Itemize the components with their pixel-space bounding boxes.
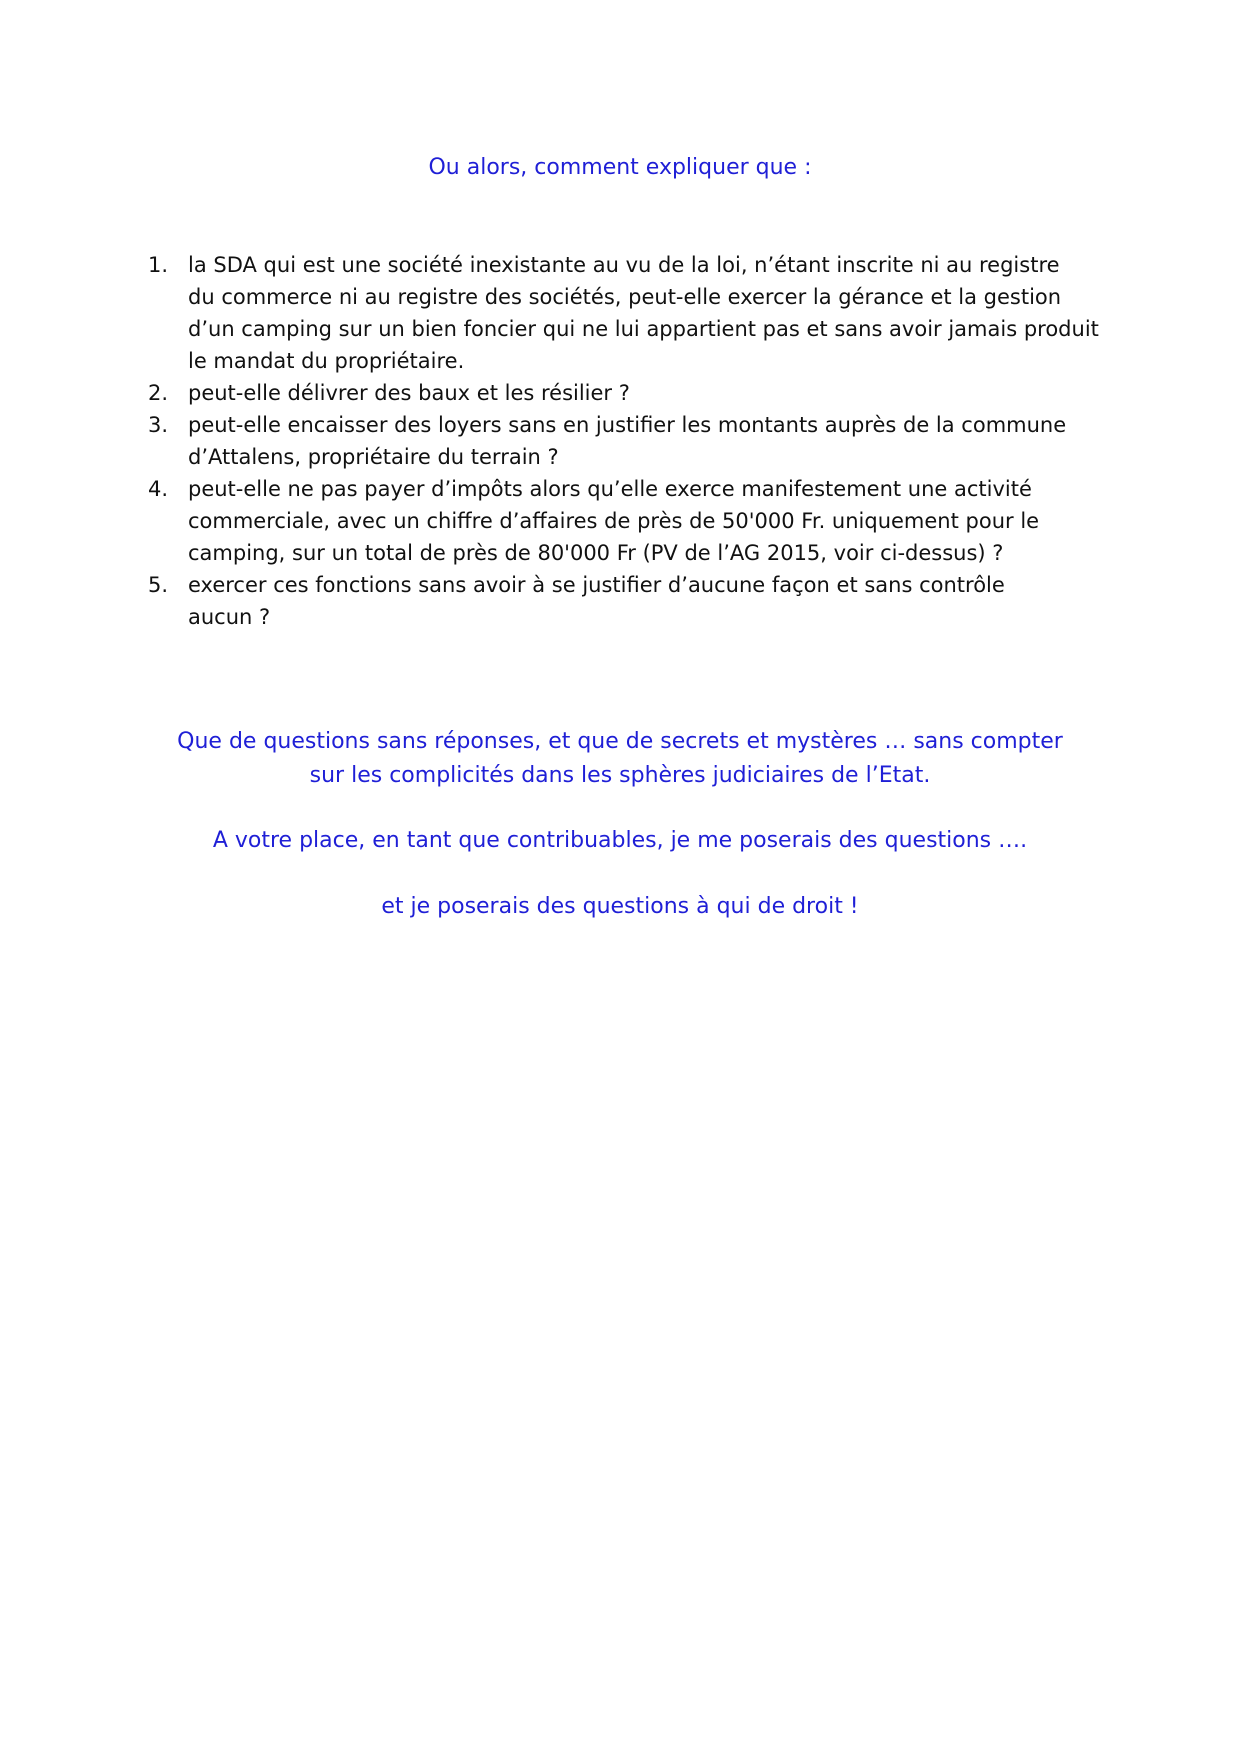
- closing-line: Que de questions sans réponses, et que de secrets et mystères … sans compter: [177, 729, 1063, 754]
- closing-paragraph-2: A votre place, en tant que contribuables, je me poserais des questions ….: [212, 828, 1028, 853]
- list-number: 4.: [148, 477, 169, 501]
- list-line: commerciale, avec un chiffre d’affaires de près de 50'000 Fr. uniquement pour le: [188, 509, 1040, 533]
- list-number: 5.: [148, 573, 169, 597]
- list-item: [148, 249, 1108, 377]
- list-line: la SDA qui est une société inexistante au vu de la loi, n’étant inscrite ni au registre: [188, 253, 1060, 277]
- list-line: du commerce ni au registre des sociétés, peut-elle exercer la gérance et la gestion: [188, 285, 1062, 309]
- list-line: peut-elle ne pas payer d’impôts alors qu’elle exerce manifestement une activité: [188, 477, 1032, 501]
- list-line: le mandat du propriétaire.: [188, 349, 465, 373]
- list-line: peut-elle encaisser des loyers sans en justifier les montants auprès de la commune: [188, 413, 1067, 437]
- closing-line: sur les complicités dans les sphères judiciaires de l’Etat.: [309, 763, 931, 788]
- list-item: [148, 569, 1108, 633]
- question-list: [148, 249, 1108, 633]
- closing-paragraph-1: [0, 725, 1240, 793]
- list-number: 2.: [148, 381, 169, 405]
- list-number: 1.: [148, 253, 169, 277]
- list-line: d’un camping sur un bien foncier qui ne lui appartient pas et sans avoir jamais produit: [188, 317, 1099, 341]
- list-number: 3.: [148, 413, 169, 437]
- list-line: peut-elle délivrer des baux et les résilier ?: [188, 381, 630, 405]
- closing-paragraph-3: et je poserais des questions à qui de droit !: [381, 894, 859, 919]
- list-line: aucun ?: [188, 605, 271, 629]
- list-item: [148, 409, 1108, 473]
- list-item: [148, 377, 1108, 409]
- page-heading: Ou alors, comment expliquer que :: [428, 155, 812, 180]
- list-item: [148, 473, 1108, 569]
- list-line: exercer ces fonctions sans avoir à se justifier d’aucune façon et sans contrôle: [188, 573, 1005, 597]
- list-line: d’Attalens, propriétaire du terrain ?: [188, 445, 559, 469]
- list-line: camping, sur un total de près de 80'000 Fr (PV de l’AG 2015, voir ci-dessus) ?: [188, 541, 1004, 565]
